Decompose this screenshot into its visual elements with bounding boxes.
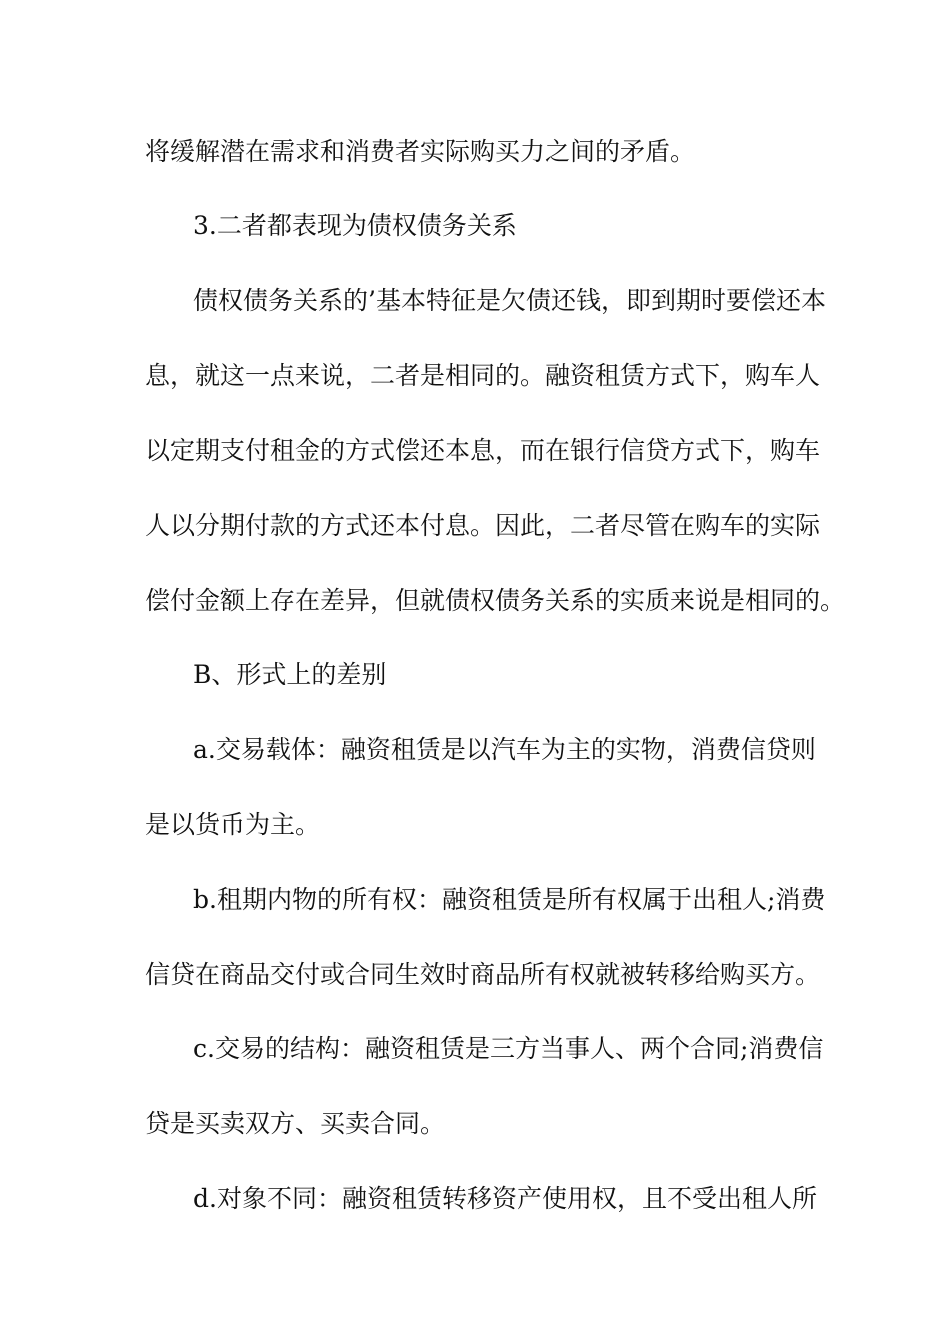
section-heading: B、形式上的差别	[193, 660, 387, 689]
paragraph-line: 人以分期付款的方式还本付息。因此，二者尽管在购车的实际	[145, 511, 821, 540]
list-item-line: b.租期内物的所有权：融资租赁是所有权属于出租人;消费	[193, 885, 826, 914]
list-item-line: 是以货币为主。	[145, 810, 321, 839]
section-heading: 3.二者都表现为债权债务关系	[193, 211, 517, 240]
list-item-line: 贷是买卖双方、买卖合同。	[145, 1109, 446, 1138]
text-line: 将缓解潜在需求和消费者实际购买力之间的矛盾。	[145, 137, 696, 166]
list-item-line: d.对象不同：融资租赁转移资产使用权，且不受出租人所	[193, 1184, 817, 1213]
list-item-line: a.交易载体：融资租赁是以汽车为主的实物，消费信贷则	[193, 735, 816, 764]
paragraph-line: 偿付金额上存在差异，但就债权债务关系的实质来说是相同的。	[145, 586, 846, 615]
list-item-line: 信贷在商品交付或合同生效时商品所有权就被转移给购买方。	[145, 960, 821, 989]
list-item-line: c.交易的结构：融资租赁是三方当事人、两个合同;消费信	[193, 1034, 824, 1063]
paragraph-line: 息，就这一点来说，二者是相同的。融资租赁方式下，购车人	[145, 361, 821, 390]
paragraph-line: 债权债务关系的’基本特征是欠债还钱，即到期时要偿还本	[193, 286, 826, 315]
paragraph-line: 以定期支付租金的方式偿还本息，而在银行信贷方式下，购车	[145, 436, 821, 465]
